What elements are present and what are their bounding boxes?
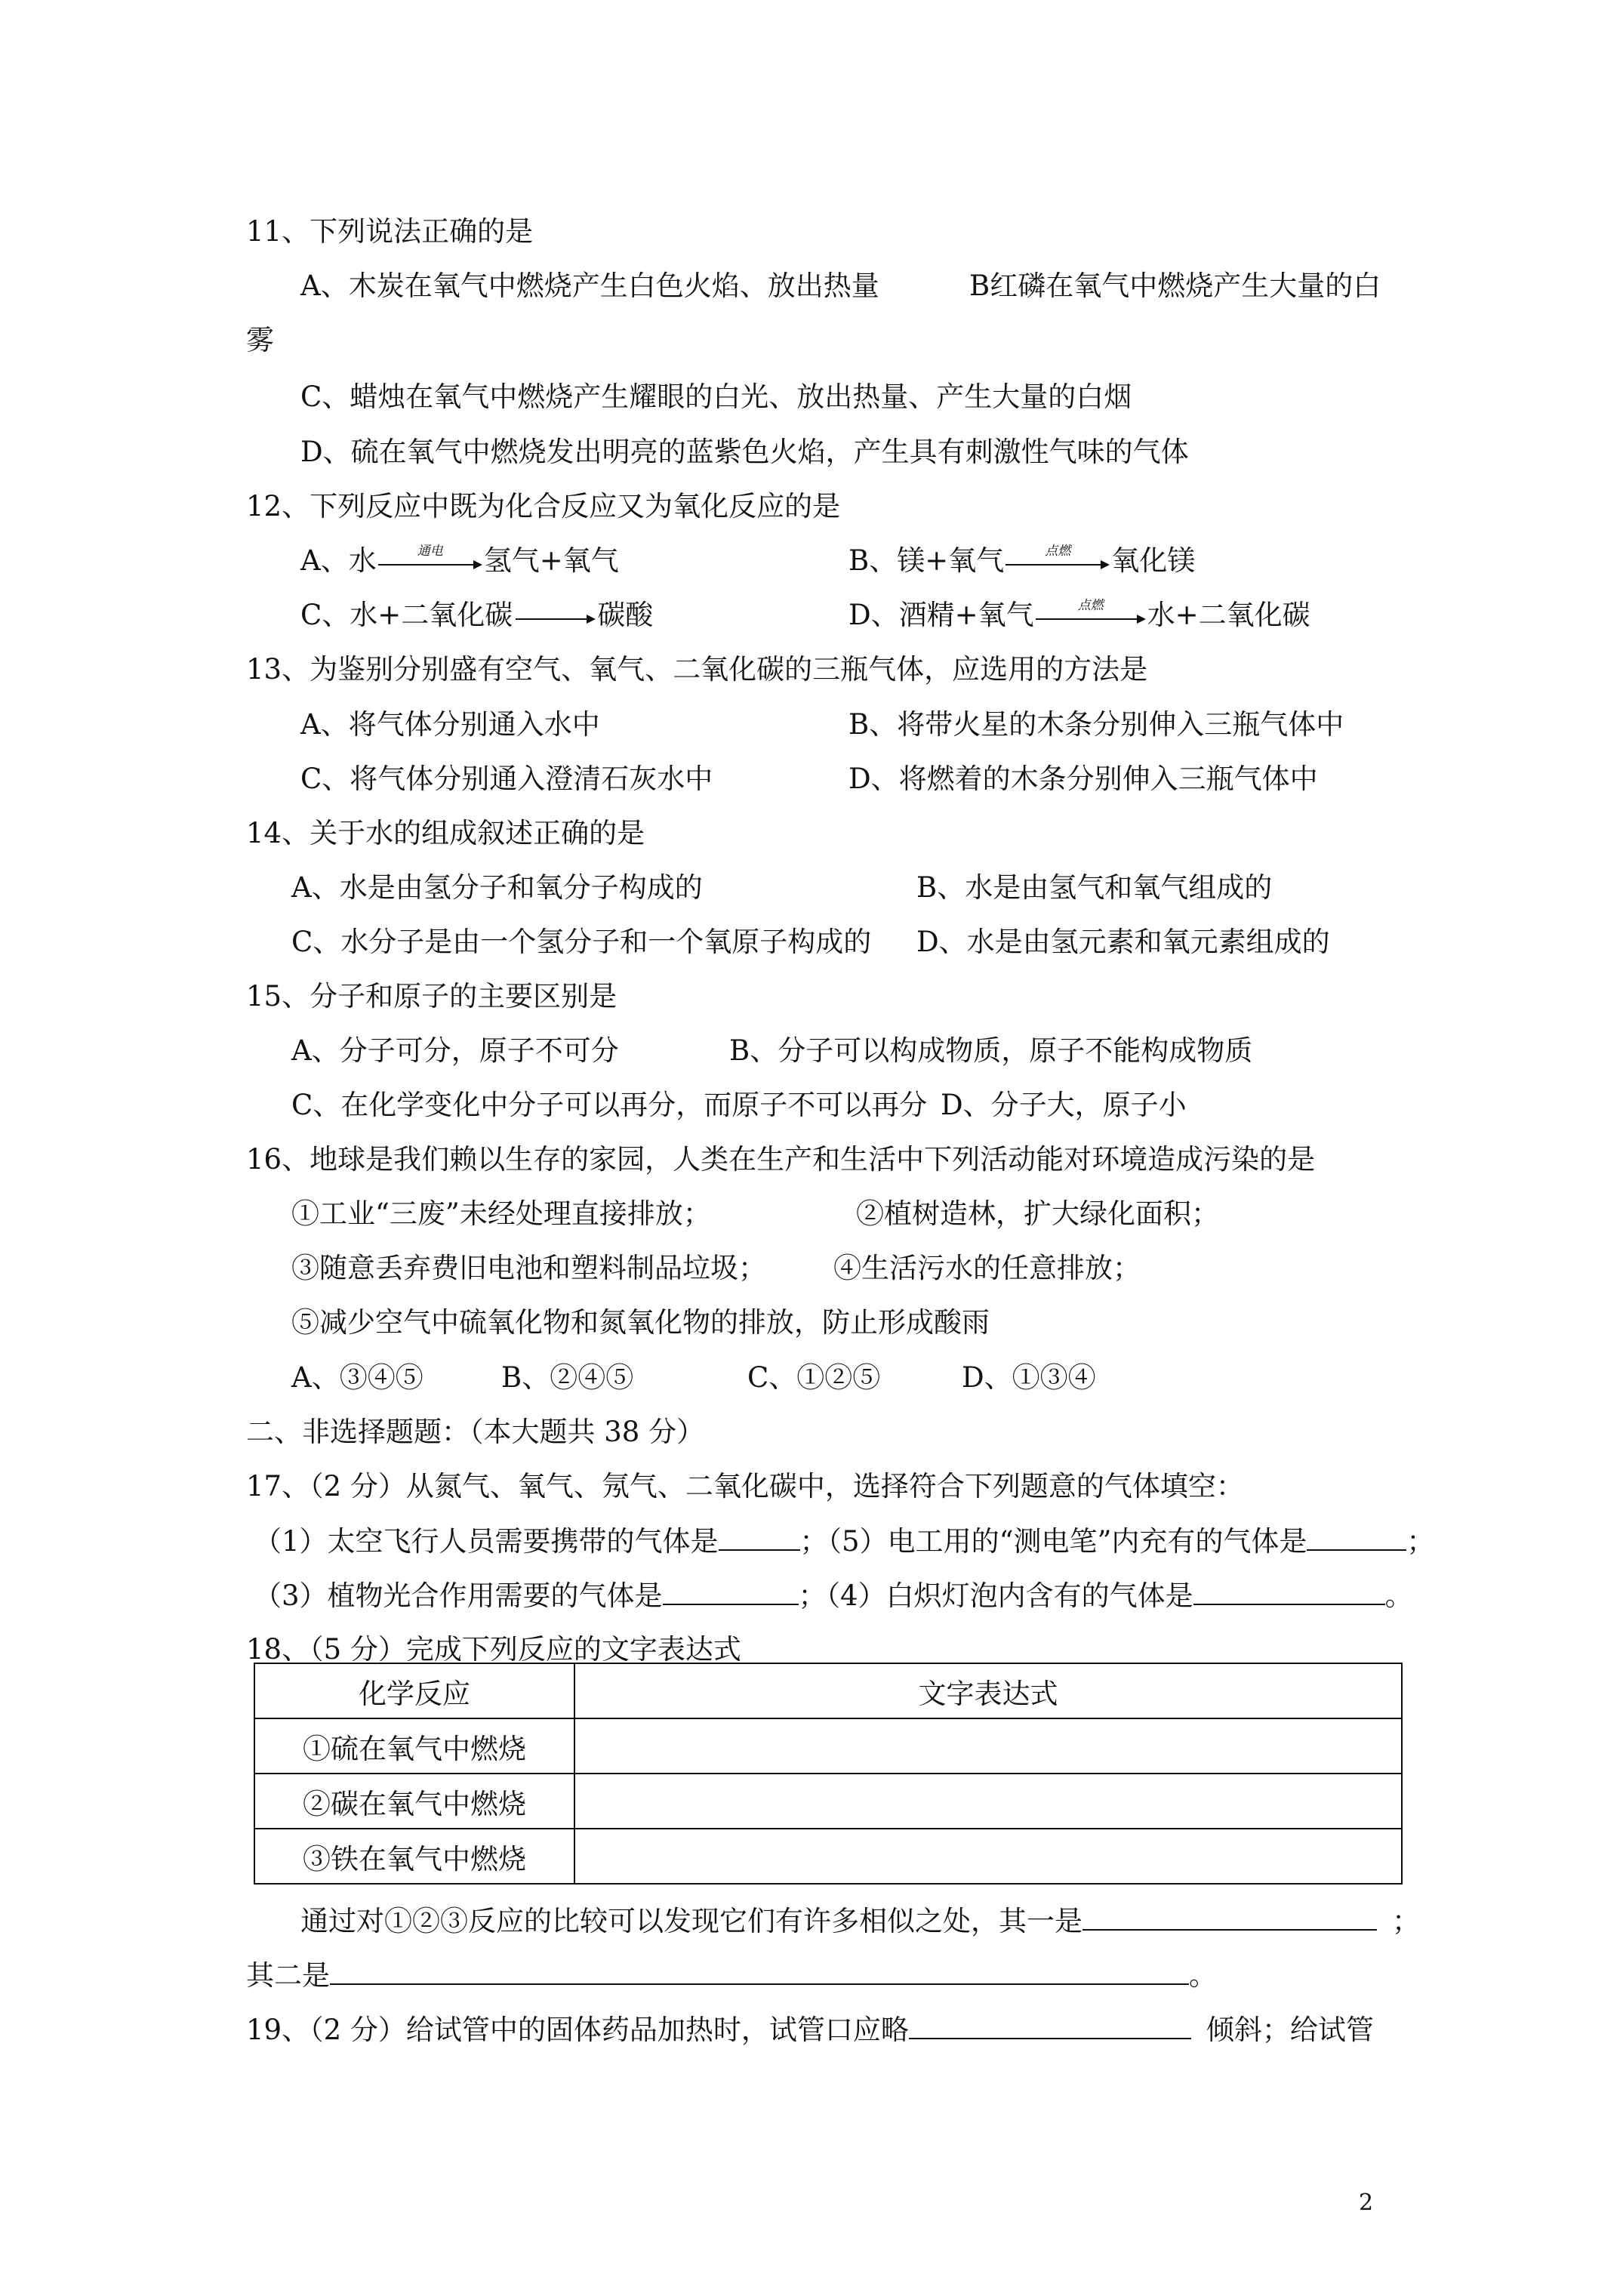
table-header-expression: 文字表达式 [574,1663,1402,1718]
table-header-row [254,1663,1402,1718]
q17-part-1: （1）太空飞行人员需要携带的气体是 [254,1525,719,1558]
q11-option-c: C、蜡烛在氧气中燃烧产生耀眼的白光、放出热量、产生大量的白烟 [300,381,1132,413]
q18-follow-1 [300,1906,1420,1935]
q18-follow-2 [246,1959,1217,1992]
q16-option-c: C、①②⑤ [747,1361,881,1394]
q16-stem: 16、地球是我们赖以生存的家园，人类在生产和生活中下列活动能对环境造成污染的是 [246,1143,1316,1176]
q19-blank[interactable] [909,2015,1191,2039]
q15-option-c: C、在化学变化中分子可以再分，而原子不可以再分 [291,1089,928,1121]
q17-blank-1[interactable] [719,1527,800,1551]
q12-c-left: C、水+二氧化碳 [300,599,513,631]
q16-option-a: A、③④⑤ [291,1361,423,1394]
table-cell-reaction: ②碳在氧气中燃烧 [254,1774,574,1829]
q12-b-condition: 点燃 [1045,543,1071,559]
q18-stem: 18、（5 分）完成下列反应的文字表达式 [246,1633,741,1666]
table-cell-reaction: ①硫在氧气中燃烧 [254,1718,574,1774]
q13-option-a: A、将气体分别通入水中 [300,708,600,741]
q12-d-condition: 点燃 [1077,597,1104,613]
q15-option-a: A、分子可分，原子不可分 [291,1034,619,1067]
q16-item-4: ④生活污水的任意排放； [833,1252,1141,1284]
q12-a-condition: 通电 [417,543,443,559]
page-number: 2 [1359,2190,1374,2216]
table-cell-answer[interactable] [574,1774,1402,1829]
q12-option-c [300,601,653,633]
q12-a-right: 氢气+氧气 [483,544,619,577]
q17-line-1 [254,1525,1435,1558]
q17-part-5: （5）电工用的“测电笔”内充有的气体是 [827,1525,1307,1558]
q18-blank-2[interactable] [330,1961,1189,1985]
q16-option-d: D、①③④ [962,1361,1096,1394]
q17-separator: ； [799,1525,828,1558]
q19-text-end: 倾斜；给试管 [1206,2014,1374,2046]
table-cell-answer[interactable] [574,1829,1402,1884]
q12-b-right: 氧化镁 [1111,544,1196,577]
q18-follow-1-text: 通过对①②③反应的比较可以发现它们有许多相似之处，其一是 [300,1905,1083,1937]
q14-option-b: B、水是由氢气和氧气组成的 [916,871,1273,904]
q18-end-punct: ； [1392,1905,1420,1937]
q12-c-right: 碳酸 [597,599,654,631]
q12-b-left: B、镁+氧气 [848,544,1005,577]
q11-option-a: A、木炭在氧气中燃烧产生白色火焰、放出热量 [300,270,879,302]
q12-d-left: D、酒精+氧气 [848,599,1034,631]
table-row [254,1774,1402,1829]
q12-stem: 12、下列反应中既为化合反应又为氧化反应的是 [246,490,841,522]
q16-item-1: ①工业“三废”未经处理直接排放； [291,1197,711,1230]
q11-option-b: B红磷在氧气中燃烧产生大量的白 [969,270,1381,302]
q17-end-punct: ； [1406,1525,1435,1558]
q17-part-3: （3）植物光合作用需要的气体是 [254,1579,663,1612]
q13-option-c: C、将气体分别通入澄清石灰水中 [300,763,713,795]
q15-stem: 15、分子和原子的主要区别是 [246,980,617,1012]
q16-item-3: ③随意丢弃费旧电池和塑料制品垃圾； [291,1252,766,1284]
arrow-icon [1004,543,1111,578]
q11-stem: 11、下列说法正确的是 [246,215,534,248]
reaction-table [254,1663,1403,1885]
table-row [254,1718,1402,1774]
q17-part-4: （4）白炽灯泡内含有的气体是 [826,1579,1193,1612]
q17-end-punct: 。 [1384,1579,1413,1612]
q12-option-a [300,543,619,578]
q14-option-a: A、水是由氢分子和氧分子构成的 [291,871,703,904]
q18-end-punct: 。 [1189,1959,1217,1992]
table-header-reaction: 化学反应 [254,1663,574,1718]
q15-option-b: B、分子可以构成物质，原子不能构成物质 [729,1034,1253,1067]
q19-text: 19、（2 分）给试管中的固体药品加热时，试管口应略 [246,2014,909,2046]
q17-separator: ； [798,1579,827,1612]
arrow-icon [377,543,484,578]
q18-blank-1[interactable] [1083,1906,1377,1931]
q12-option-d [848,597,1310,633]
q18-follow-2-text: 其二是 [246,1959,330,1992]
q14-stem: 14、关于水的组成叙述正确的是 [246,817,645,849]
q17-blank-3[interactable] [663,1581,799,1605]
arrow-icon [1034,597,1147,633]
table-cell-answer[interactable] [574,1718,1402,1774]
q17-stem: 17、（2 分）从氮气、氧气、氖气、二氧化碳中，选择符合下列题意的气体填空： [246,1470,1244,1502]
q14-option-c: C、水分子是由一个氢分子和一个氧原子构成的 [291,926,872,958]
q17-line-2 [254,1581,1413,1610]
section-heading: 二、非选择题题：（本大题共 38 分） [246,1416,705,1448]
table-cell-reaction: ③铁在氧气中燃烧 [254,1829,574,1884]
q16-item-5: ⑤减少空气中硫氧化物和氮氧化物的排放，防止形成酸雨 [291,1306,990,1339]
q17-blank-5[interactable] [1307,1527,1406,1551]
q11-option-d: D、硫在氧气中燃烧发出明亮的蓝紫色火焰，产生具有刺激性气味的气体 [300,436,1189,468]
q16-item-2: ②植树造林，扩大绿化面积； [856,1197,1219,1230]
q19-line [246,2015,1374,2044]
q12-d-right: 水+二氧化碳 [1147,599,1310,631]
table-row [254,1829,1402,1884]
q13-option-b: B、将带火星的木条分别伸入三瓶气体中 [848,708,1344,741]
q12-a-left: A、水 [300,544,377,577]
q15-option-d: D、分子大，原子小 [941,1089,1187,1121]
q14-option-d: D、水是由氢元素和氧元素组成的 [916,926,1330,958]
q17-blank-4[interactable] [1193,1581,1385,1605]
q12-option-b [848,543,1196,578]
q11-option-b-cont: 雾 [246,324,274,356]
q13-option-d: D、将燃着的木条分别伸入三瓶气体中 [848,763,1318,795]
q16-option-b: B、②④⑤ [501,1361,634,1394]
q13-stem: 13、为鉴别分别盛有空气、氧气、二氧化碳的三瓶气体，应选用的方法是 [246,653,1148,686]
arrow-icon [513,603,597,633]
